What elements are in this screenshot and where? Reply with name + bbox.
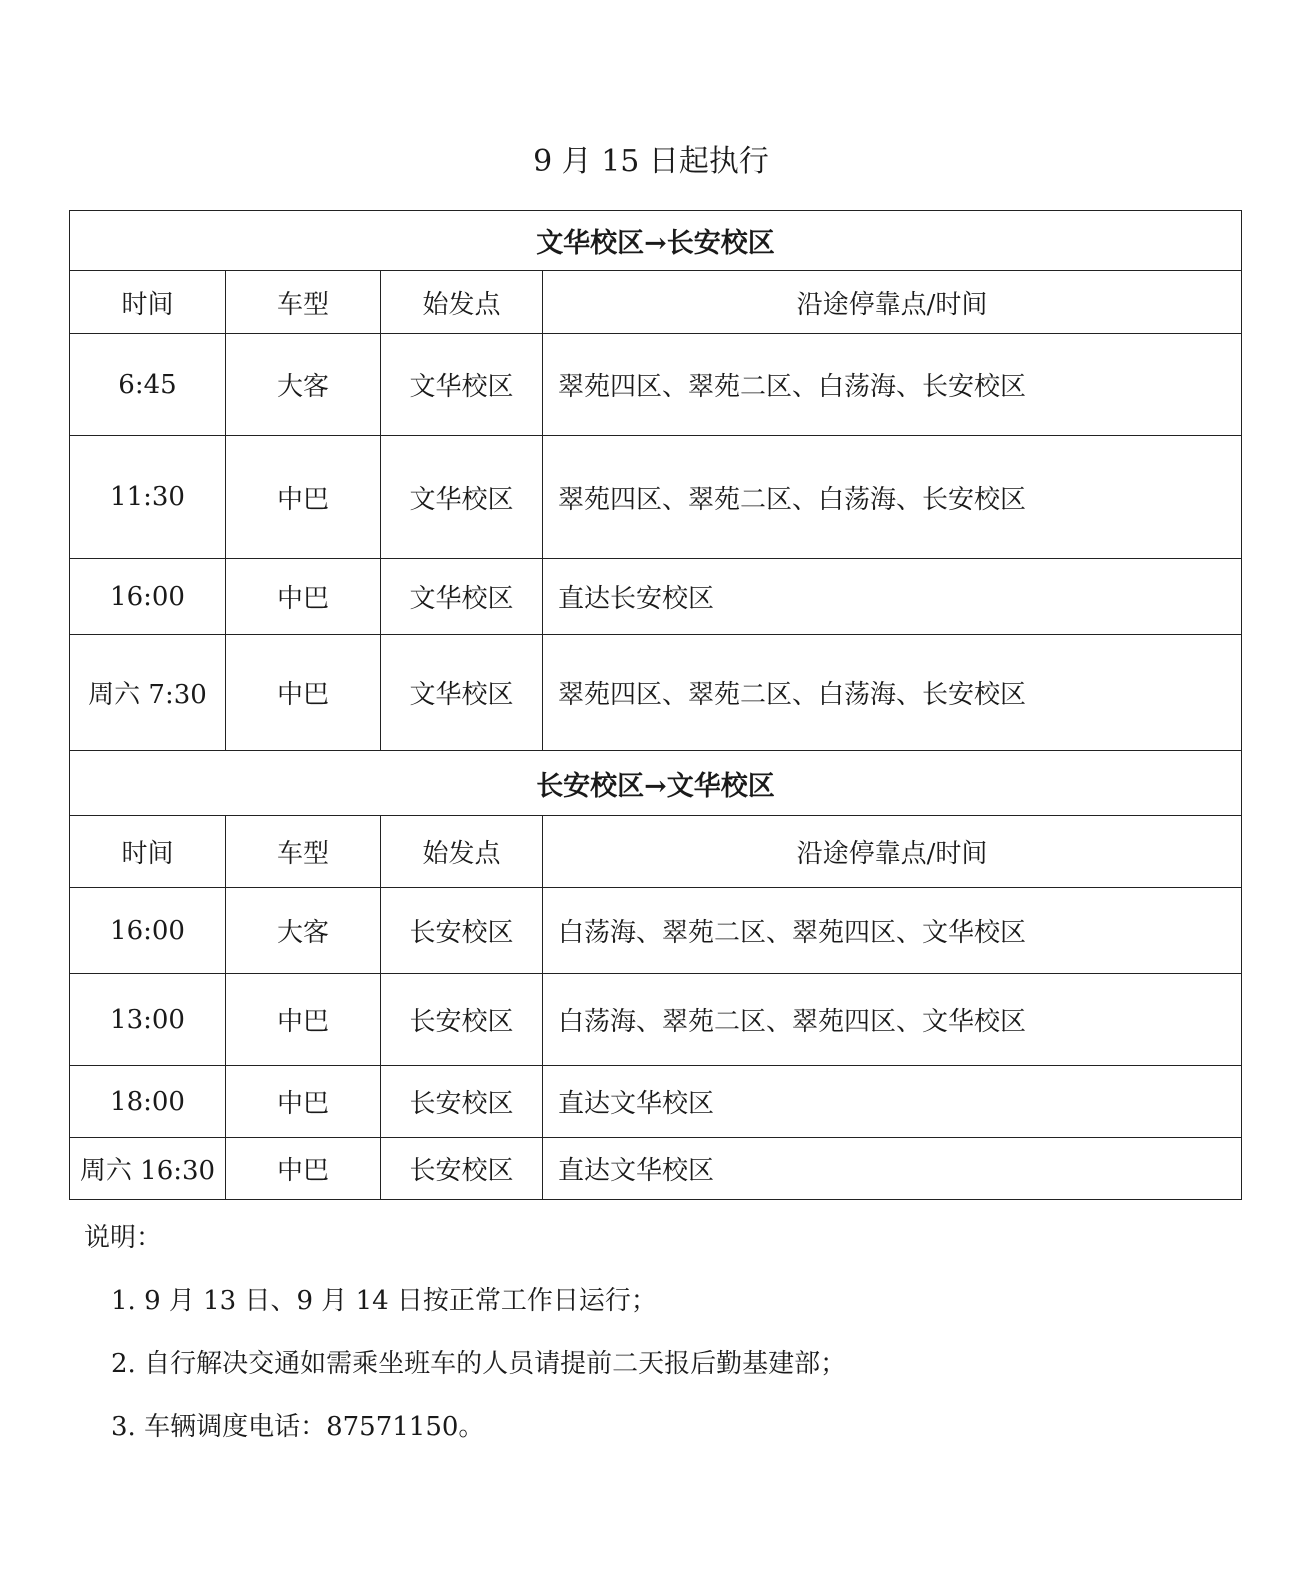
column-header-row: [70, 816, 1242, 888]
document-title: 9 月 15 日起执行: [533, 144, 769, 179]
stops-cell: 直达文华校区: [543, 1138, 1242, 1200]
note-item: 2. 自行解决交通如需乘坐班车的人员请提前二天报后勤基建部；: [111, 1349, 847, 1379]
vehicle-cell: 大客: [226, 334, 381, 436]
stops-cell: 直达长安校区: [543, 559, 1242, 635]
time-cell: 周六 16:30: [70, 1138, 226, 1200]
origin-cell: 文华校区: [381, 334, 543, 436]
stops-cell: 白荡海、翠苑二区、翠苑四区、文华校区: [543, 974, 1242, 1066]
vehicle-cell: 中巴: [226, 1138, 381, 1200]
stops-cell: 翠苑四区、翠苑二区、白荡海、长安校区: [543, 635, 1242, 751]
time-cell: 16:00: [70, 559, 226, 635]
time-cell: 11:30: [70, 436, 226, 559]
time-cell: 6:45: [70, 334, 226, 436]
time-cell: 18:00: [70, 1066, 226, 1138]
table-row: [70, 1066, 1242, 1138]
origin-cell: 长安校区: [381, 888, 543, 974]
bus-schedule-table: [69, 210, 1242, 1200]
origin-cell: 长安校区: [381, 1066, 543, 1138]
column-header-vehicle: 车型: [226, 816, 381, 888]
vehicle-cell: 中巴: [226, 436, 381, 559]
stops-cell: 直达文华校区: [543, 1066, 1242, 1138]
section-heading: 长安校区→文华校区: [70, 751, 1242, 816]
column-header-origin: 始发点: [381, 816, 543, 888]
time-cell: 16:00: [70, 888, 226, 974]
table-row: [70, 1138, 1242, 1200]
stops-cell: 翠苑四区、翠苑二区、白荡海、长安校区: [543, 436, 1242, 559]
origin-cell: 长安校区: [381, 974, 543, 1066]
section-heading: 文华校区→长安校区: [70, 211, 1242, 271]
stops-cell: 翠苑四区、翠苑二区、白荡海、长安校区: [543, 334, 1242, 436]
column-header-vehicle: 车型: [226, 271, 381, 334]
vehicle-cell: 中巴: [226, 559, 381, 635]
column-header-row: [70, 271, 1242, 334]
vehicle-cell: 中巴: [226, 1066, 381, 1138]
notes-heading: 说明：: [84, 1223, 163, 1253]
table-row: [70, 436, 1242, 559]
origin-cell: 文华校区: [381, 436, 543, 559]
column-header-time: 时间: [70, 816, 226, 888]
time-cell: 周六 7:30: [70, 635, 226, 751]
vehicle-cell: 中巴: [226, 974, 381, 1066]
column-header-time: 时间: [70, 271, 226, 334]
column-header-origin: 始发点: [381, 271, 543, 334]
column-header-stops: 沿途停靠点/时间: [543, 271, 1242, 334]
origin-cell: 文华校区: [381, 559, 543, 635]
note-item: 1. 9 月 13 日、9 月 14 日按正常工作日运行；: [111, 1286, 657, 1316]
vehicle-cell: 中巴: [226, 635, 381, 751]
section-header-row: [70, 211, 1242, 271]
origin-cell: 长安校区: [381, 1138, 543, 1200]
table-row: [70, 635, 1242, 751]
stops-cell: 白荡海、翠苑二区、翠苑四区、文华校区: [543, 888, 1242, 974]
note-item: 3. 车辆调度电话：87571150。: [111, 1412, 485, 1442]
column-header-stops: 沿途停靠点/时间: [543, 816, 1242, 888]
table-row: [70, 974, 1242, 1066]
table-row: [70, 334, 1242, 436]
time-cell: 13:00: [70, 974, 226, 1066]
origin-cell: 文华校区: [381, 635, 543, 751]
section-header-row: [70, 751, 1242, 816]
table-row: [70, 559, 1242, 635]
table-row: [70, 888, 1242, 974]
vehicle-cell: 大客: [226, 888, 381, 974]
